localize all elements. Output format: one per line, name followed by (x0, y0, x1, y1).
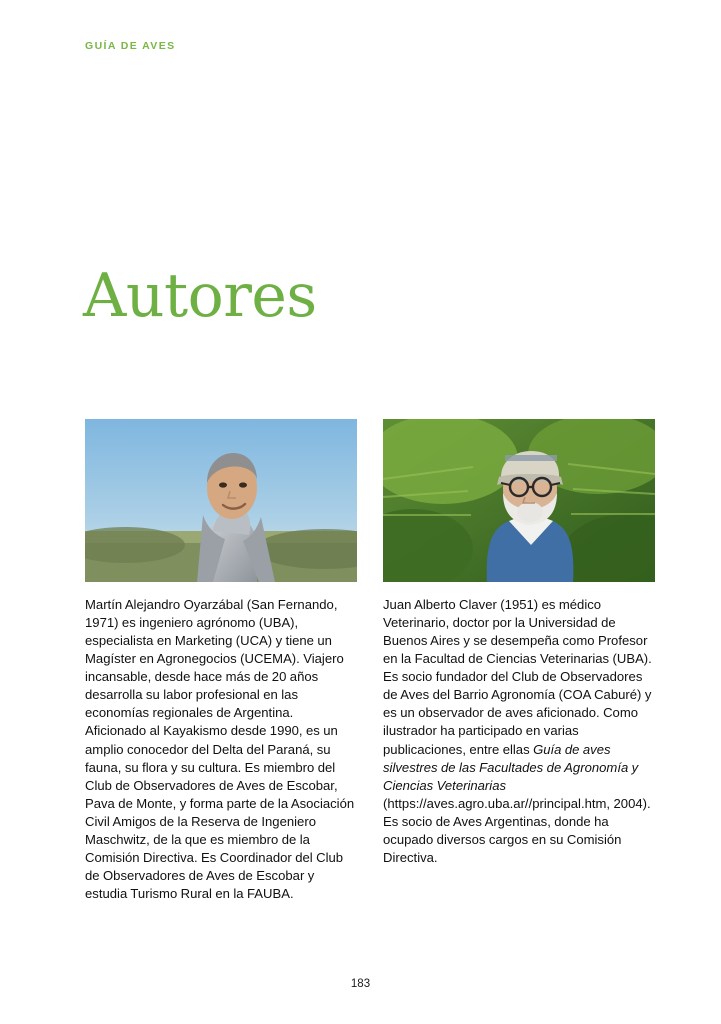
portrait-photo-juan-claver (383, 419, 655, 582)
author-entry-1 (85, 419, 357, 903)
authors-columns (85, 419, 655, 903)
page-title: Autores (83, 261, 317, 332)
page-number: 183 (350, 978, 371, 990)
author-bio-text (383, 596, 655, 867)
portrait-photo-martin-oyarzabal (85, 419, 357, 582)
bio-part-1: Juan Alberto Claver (1951) es médico Veterinario, doctor por la Universidad de Buenos Aires y se desempeña como Profesor en la Facultad de Ciencias Veterinarias (UBA). Es socio fundador del Club de Observadores de Aves del Barrio Agronomía (COA Caburé) y es un observador de aves aficionado. Como ilustrador ha participado en varias publicaciones, entre ellas (383, 597, 656, 757)
author-bio-text (85, 596, 357, 903)
bio-part-1: Martín Alejandro Oyarzábal (San Fernando, 1971) es ingeniero agrónomo (UBA), especialista en Marketing (UCA) y tiene un Magíster en Agronegocios (UCEMA). Viajero incansable, desde hace más de 20 años desarrolla su labor profesional en las economías regionales de Argentina. Aficionado al Kayakismo desde 1990, es un amplio conocedor del Delta del Paraná, su fauna, su flora y su cultura. Es miembro del Club de Observadores de Aves de Escobar, Pava de Monte, y forma parte de la Asociación Civil Amigos de la Reserva de Ingeniero Maschwitz, de la que es miembro de la Comisión Directiva. Es Coordinador del Club de Observadores de Aves de Escobar y estudia Turismo Rural en la FAUBA. (85, 597, 358, 901)
author-entry-2 (383, 419, 655, 903)
bio-italic-title: Guía de aves silvestres de las Facultades de Agronomía y Ciencias Veterinarias (383, 741, 642, 793)
bio-part-2: (https://aves.agro.uba.ar//principal.htm, 2004). Es socio de Aves Argentinas, donde ha ocupado diversos cargos en su Comisión Directiva. (383, 777, 655, 865)
running-head: GUÍA DE AVES (85, 40, 176, 52)
